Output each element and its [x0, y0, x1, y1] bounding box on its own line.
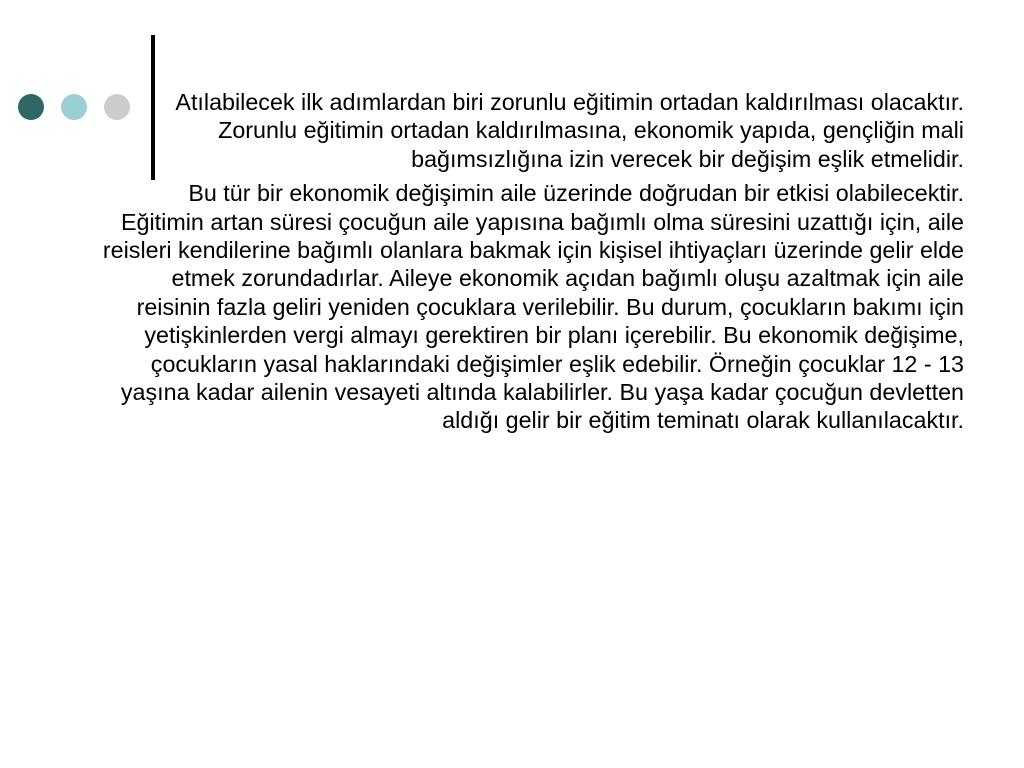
slide-body-text [100, 88, 964, 435]
paragraph-1: Atılabilecek ilk adımlardan biri zorunlu eğitimin ortadan kaldırılması olacaktır. Zorunlu eğitimin ortadan kaldırılmasına, ekonomik yapıda, gençliğin mali bağımsızlığına izin verecek bir değişim eşlik etmelidir. [175, 89, 964, 172]
decorative-dot-light-teal [61, 94, 87, 120]
paragraph-2: Bu tür bir ekonomik değişimin aile üzerinde doğrudan bir etkisi olabilecektir. Eğitimin artan süresi çocuğun aile yapısına bağımlı olma süresini uzattığı için, aile reisleri kendilerine bağımlı olanlara bakmak için kişisel ihtiyaçları üzerinde gelir elde etmek zorundadırlar. Aileye ekonomik açıdan bağımlı oluşu azaltmak için aile reisinin fazla geliri yeniden çocuklara verilebilir. Bu durum, çocukların bakımı için yetişkinlerden vergi almayı gerektiren bir planı içerebilir. Bu ekonomik değişime, çocukların yasal haklarındaki değişimler eşlik edebilir. Örneğin çocuklar 12 - 13 yaşına kadar ailenin vesayeti altında kalabilirler. Bu yaşa kadar çocuğun devletten aldığı gelir bir eğitim teminatı olarak kullanılacaktır. [102, 180, 964, 434]
decorative-dot-dark-teal [18, 94, 44, 120]
